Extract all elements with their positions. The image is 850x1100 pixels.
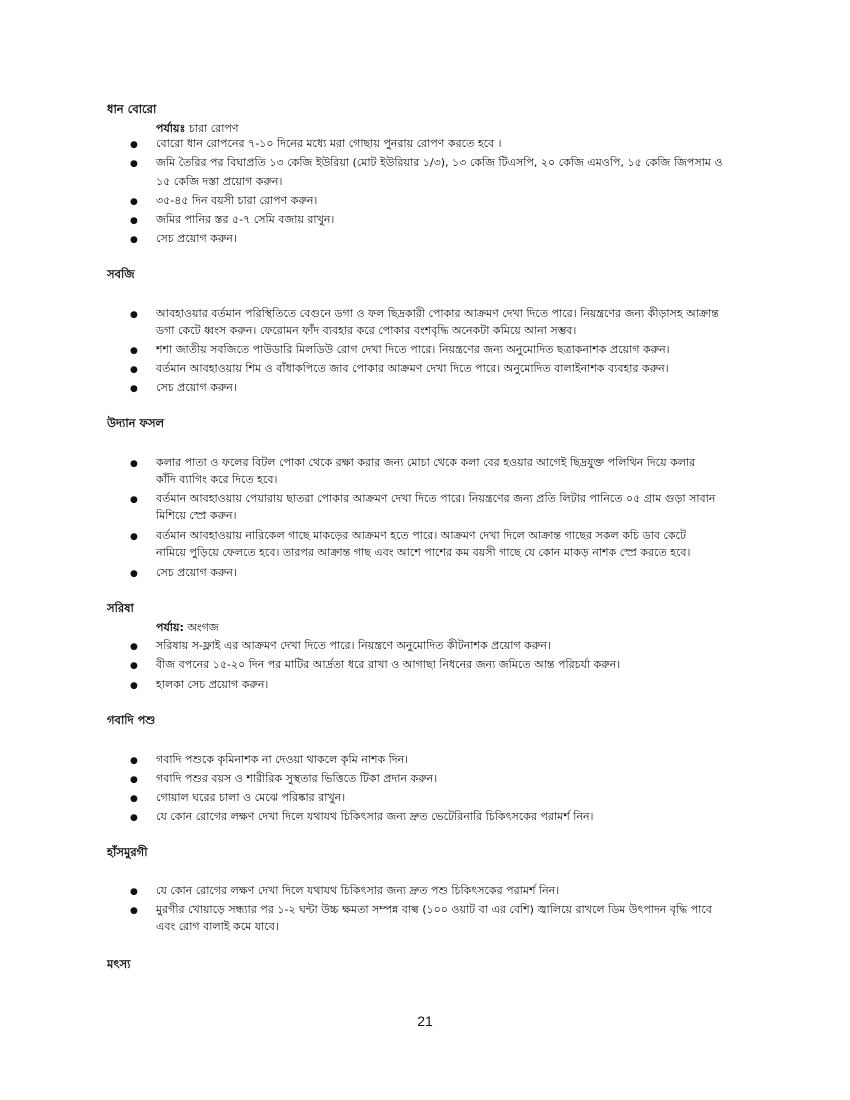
- list-item-continuation: এবং রোগ বালাই কমে যাবে।: [156, 920, 279, 933]
- list-item: সেচ প্রয়োগ করুন।: [156, 381, 237, 394]
- bullet-icon: ●: [130, 310, 138, 320]
- bullet-icon: ●: [130, 216, 138, 226]
- bullet-icon: ●: [130, 794, 138, 804]
- bullet-icon: ●: [130, 495, 138, 505]
- section-heading-poultry: হাঁসমুরগী: [107, 845, 148, 859]
- section-heading-vegetables: সবজি: [107, 267, 135, 281]
- list-item: বর্তমান আবহাওয়ায় নারিকেল গাছে মাকড়ের আক্রমণ হতে পারে। আক্রমণ দেখা দিলে আক্রান্ত গাছের সকল কচি ডাব কেটে: [156, 529, 686, 542]
- bullet-icon: ●: [130, 384, 138, 394]
- list-item: গবাদি পশুর বয়স ও শারীরিক সুস্থতার ভিত্তিতে টিকা প্রদান করুন।: [156, 772, 438, 785]
- list-item-continuation: কাঁদি ব্যাগিং করে দিতে হবে।: [156, 473, 278, 486]
- list-item: জমির পানির স্তর ৫-৭ সেমি বজায় রাখুন।: [156, 213, 335, 226]
- list-item: মুরগীর খোয়াড়ে সন্ধ্যার পর ১-২ ঘন্টা উচ্চ ক্ষমতা সম্পন্ন বাল্ব (১০০ ওয়াট বা এর বেশি) জ্বালিয়ে রাখলে ডিম উৎপাদন বৃদ্ধি পাবে: [156, 903, 712, 916]
- section-heading-horticulture: উদ্যান ফসল: [107, 416, 165, 430]
- list-item: যে কোন রোগের লক্ষণ দেখা দিলে যথাযথ চিকিৎসার জন্য দ্রুত পশু চিকিৎসকের পরামর্শ নিন।: [156, 884, 560, 897]
- list-item: সরিষায় স-ফ্লাই এর আক্রমণ দেখা দিতে পারে। নিয়ন্ত্রণে অনুমোদিত কীটনাশক প্রয়োগ করুন।: [156, 639, 551, 652]
- list-item: বর্তমান আবহাওয়ায় পেয়ারায় ছাতরা পোকার আক্রমণ দেখা দিতে পারে। নিয়ন্ত্রণের জন্য প্রতি লিটার পানিতে ০৫ গ্রাম গুড়া সাবান: [156, 492, 716, 505]
- stage-label: পর্যায়ঃ: [156, 122, 186, 135]
- list-item-continuation: ১৫ কেজি দস্তা প্রয়োগ করুন।: [156, 175, 283, 188]
- bullet-icon: ●: [130, 887, 138, 897]
- list-item: যে কোন রোগের লক্ষণ দেখা দিলে যথাযথ চিকিৎসার জন্য দ্রুত ভেটেরিনারি চিকিৎসকের পরামর্শ নিন।: [156, 810, 594, 823]
- list-item-continuation: মিশিয়ে স্প্রে করুন।: [156, 509, 237, 522]
- bullet-icon: ●: [130, 756, 138, 766]
- list-item: বর্তমান আবহাওয়ায় শিম ও বাঁধাকপিতে জাব পোকার আক্রমণ দেখা দিতে পারে। অনুমোদিত বালাইনাশক ব্যবহার করুন।: [156, 362, 669, 375]
- section-heading-fisheries: মৎস্য: [107, 957, 131, 971]
- stage-label: পর্যায়:: [156, 621, 184, 634]
- bullet-icon: ●: [130, 197, 138, 207]
- bullet-icon: ●: [130, 642, 138, 652]
- bullet-icon: ●: [130, 235, 138, 245]
- bullet-icon: ●: [130, 532, 138, 542]
- stage-value: অংগজ: [183, 621, 219, 634]
- list-item: সেচ প্রয়োগ করুন।: [156, 566, 237, 579]
- list-item: সেচ প্রয়োগ করুন।: [156, 232, 237, 245]
- bullet-icon: ●: [130, 140, 138, 150]
- section-heading-boro-rice: ধান বোরো: [107, 102, 157, 116]
- bullet-icon: ●: [130, 569, 138, 579]
- bullet-icon: ●: [130, 459, 138, 469]
- list-item: গবাদি পশুকে কৃমিনাশক না দেওয়া থাকলে কৃমি নাশক দিন।: [156, 753, 409, 766]
- stage-value: চারা রোপণ: [185, 122, 239, 135]
- bullet-icon: ●: [130, 906, 138, 916]
- bullet-icon: ●: [130, 346, 138, 356]
- bullet-icon: ●: [130, 661, 138, 671]
- page-number: 21: [417, 1013, 433, 1029]
- list-item: বোরো ধান রোপনের ৭-১০ দিনের মধ্যে মরা গোছায় পুনরায় রোপণ করতে হবে ।: [156, 137, 502, 150]
- list-item: শশা জাতীয় সবজিতে পাউডারি মিলডিউ রোগ দেখা দিতে পারে। নিয়ন্ত্রণের জন্য অনুমোদিত ছত্রাকনাশক প্রয়োগ করুন।: [156, 343, 670, 356]
- section-heading-mustard: সরিষা: [107, 601, 134, 615]
- bullet-icon: ●: [130, 159, 138, 169]
- bullet-icon: ●: [130, 681, 138, 691]
- list-item: ৩৫-৪৫ দিন বয়সী চারা রোপণ করুন।: [156, 194, 318, 207]
- bullet-icon: ●: [130, 775, 138, 785]
- list-item: জমি তৈরির পর বিঘাপ্রতি ১৩ কেজি ইউরিয়া (মোট ইউরিয়ার ১/৩), ১৩ কেজি টিএসপি, ২০ কেজি এমওপি, ১৫ কেজি জিপসাম ও: [156, 156, 723, 169]
- list-item: কলার পাতা ও ফলের বিটল পোকা থেকে রক্ষা করার জন্য মোচা থেকে কলা বের হওয়ার আগেই ছিদ্রযুক্ত পলিথিন দিয়ে কলার: [156, 456, 696, 469]
- list-item: হালকা সেচ প্রয়োগ করুন।: [156, 678, 269, 691]
- list-item: আবহাওয়ার বর্তমান পরিস্থিতিতে বেগুনে ডগা ও ফল ছিদ্রকারী পোকার আক্রমণ দেখা দিতে পারে। নিয়ন্ত্রণের জন্য কীড়াসহ আক্রান্ত: [156, 307, 719, 320]
- bullet-icon: ●: [130, 813, 138, 823]
- list-item: বীজ বপনের ১৫-২০ দিন পর মাটির আর্দ্রতা ধরে রাখা ও আগাছা নিধনের জন্য জমিতে আন্ত পরিচর্যা করুন।: [156, 658, 621, 671]
- list-item-continuation: নামিয়ে পুড়িয়ে ফেলতে হবে। তারপর আক্রান্ত গাছ এবং আশে পাশের কম বয়সী গাছে যে কোন মাকড় নাশক স্প্রে করতে হবে।: [156, 546, 691, 559]
- list-item: গোয়াল ঘরের চালা ও মেঝে পরিষ্কার রাখুন।: [156, 791, 346, 804]
- section-heading-livestock: গবাদি পশু: [107, 713, 156, 727]
- bullet-icon: ●: [130, 365, 138, 375]
- list-item-continuation: ডগা কেটে ধ্বংস করুন। ফেরোমন ফাঁদ ব্যবহার করে পোকার বংশবৃদ্ধি অনেকটা কমিয়ে আনা সম্ভব।: [156, 324, 577, 337]
